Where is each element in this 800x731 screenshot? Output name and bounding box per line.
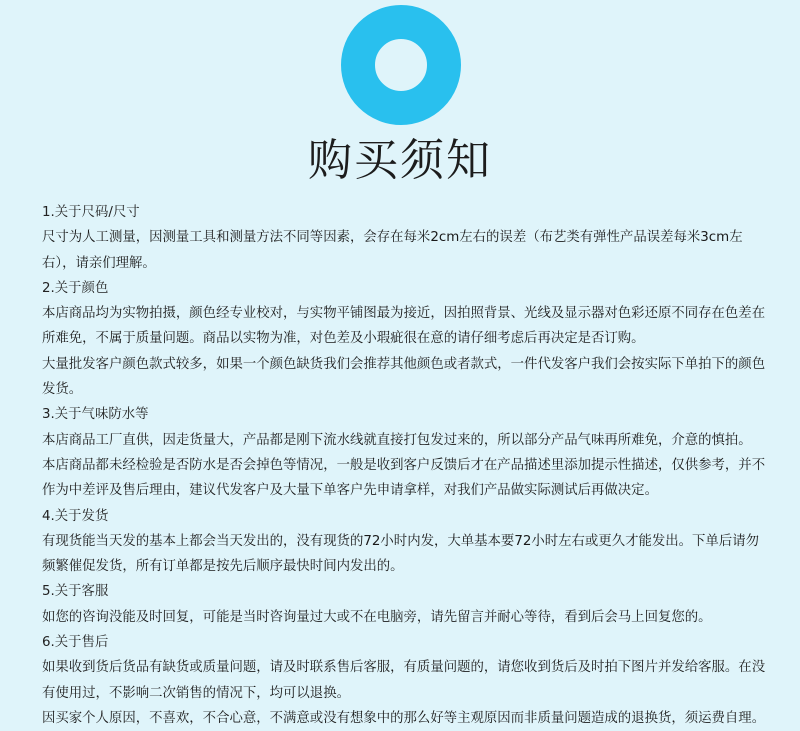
section-text-size: 尺寸为人工测量，因测量工具和测量方法不同等因素，会存在每米2cm左右的误差（布艺类有弹性产品误差每米3cm左右），请亲们理解。: [42, 230, 743, 271]
section-text-smell-1: 本店商品工厂直供，因走货量大，产品都是刚下流水线就直接打包发过来的，所以部分产品气味再所难免，介意的慎拍。: [42, 432, 752, 448]
section-heading-size: 1.关于尺码/尺寸: [42, 205, 140, 220]
section-heading-color: 2.关于颜色: [42, 280, 109, 296]
ring-logo-icon: [341, 5, 461, 125]
page-title: 购买须知: [308, 135, 492, 186]
section-text-color-1: 本店商品均为实物拍摄，颜色经专业校对，与实物平铺图最为接近，因拍照背景、光线及显示器对色彩还原不同存在色差在所难免，不属于质量问题。商品以实物为准，对色差及小瑕疵很在意的请仔细考虑后再决定是否订购。: [42, 306, 766, 347]
section-text-shipping: 有现货能当天发的基本上都会当天发出的，没有现货的72小时内发，大单基本要72小时左右或更久才能发出。下单后请勿频繁催促发货，所有订单都是按先后顺序最快时间内发出的。: [42, 533, 759, 575]
section-text-after-sales-2: 因买家个人原因，不喜欢，不合心意，不满意或没有想象中的那么好等主观原因而非质量问题造成的退换货，须运费自理。: [42, 710, 766, 726]
section-heading-smell: 3.关于气味防水等: [42, 407, 149, 423]
purchase-notice-content: [42, 200, 772, 731]
section-text-smell-2: 本店商品都未经检验是否防水是否会掉色等情况，一般是收到客户反馈后才在产品描述里添加提示性描述，仅供参考，并不作为中差评及售后理由，建议代发客户及大量下单客户先申请拿样，对我们产品做实际测试后再做决定。: [42, 457, 766, 499]
section-heading-service: 5.关于客服: [42, 584, 109, 600]
section-text-after-sales-1: 如果收到货后货品有缺货或质量问题，请及时联系售后客服，有质量问题的，请您收到货后及时拍下图片并发给客服。在没有使用过，不影响二次销售的情况下，均可以退换。: [42, 660, 766, 701]
section-heading-shipping: 4.关于发货: [42, 508, 109, 524]
section-text-color-2: 大量批发客户颜色款式较多，如果一个颜色缺货我们会推荐其他颜色或者款式，一件代发客户我们会按实际下单拍下的颜色发货。: [42, 356, 766, 398]
section-heading-after-sales: 6.关于售后: [42, 635, 109, 651]
section-text-service: 如您的咨询没能及时回复，可能是当时咨询量过大或不在电脑旁，请先留言并耐心等待，看到后会马上回复您的。: [42, 609, 712, 625]
